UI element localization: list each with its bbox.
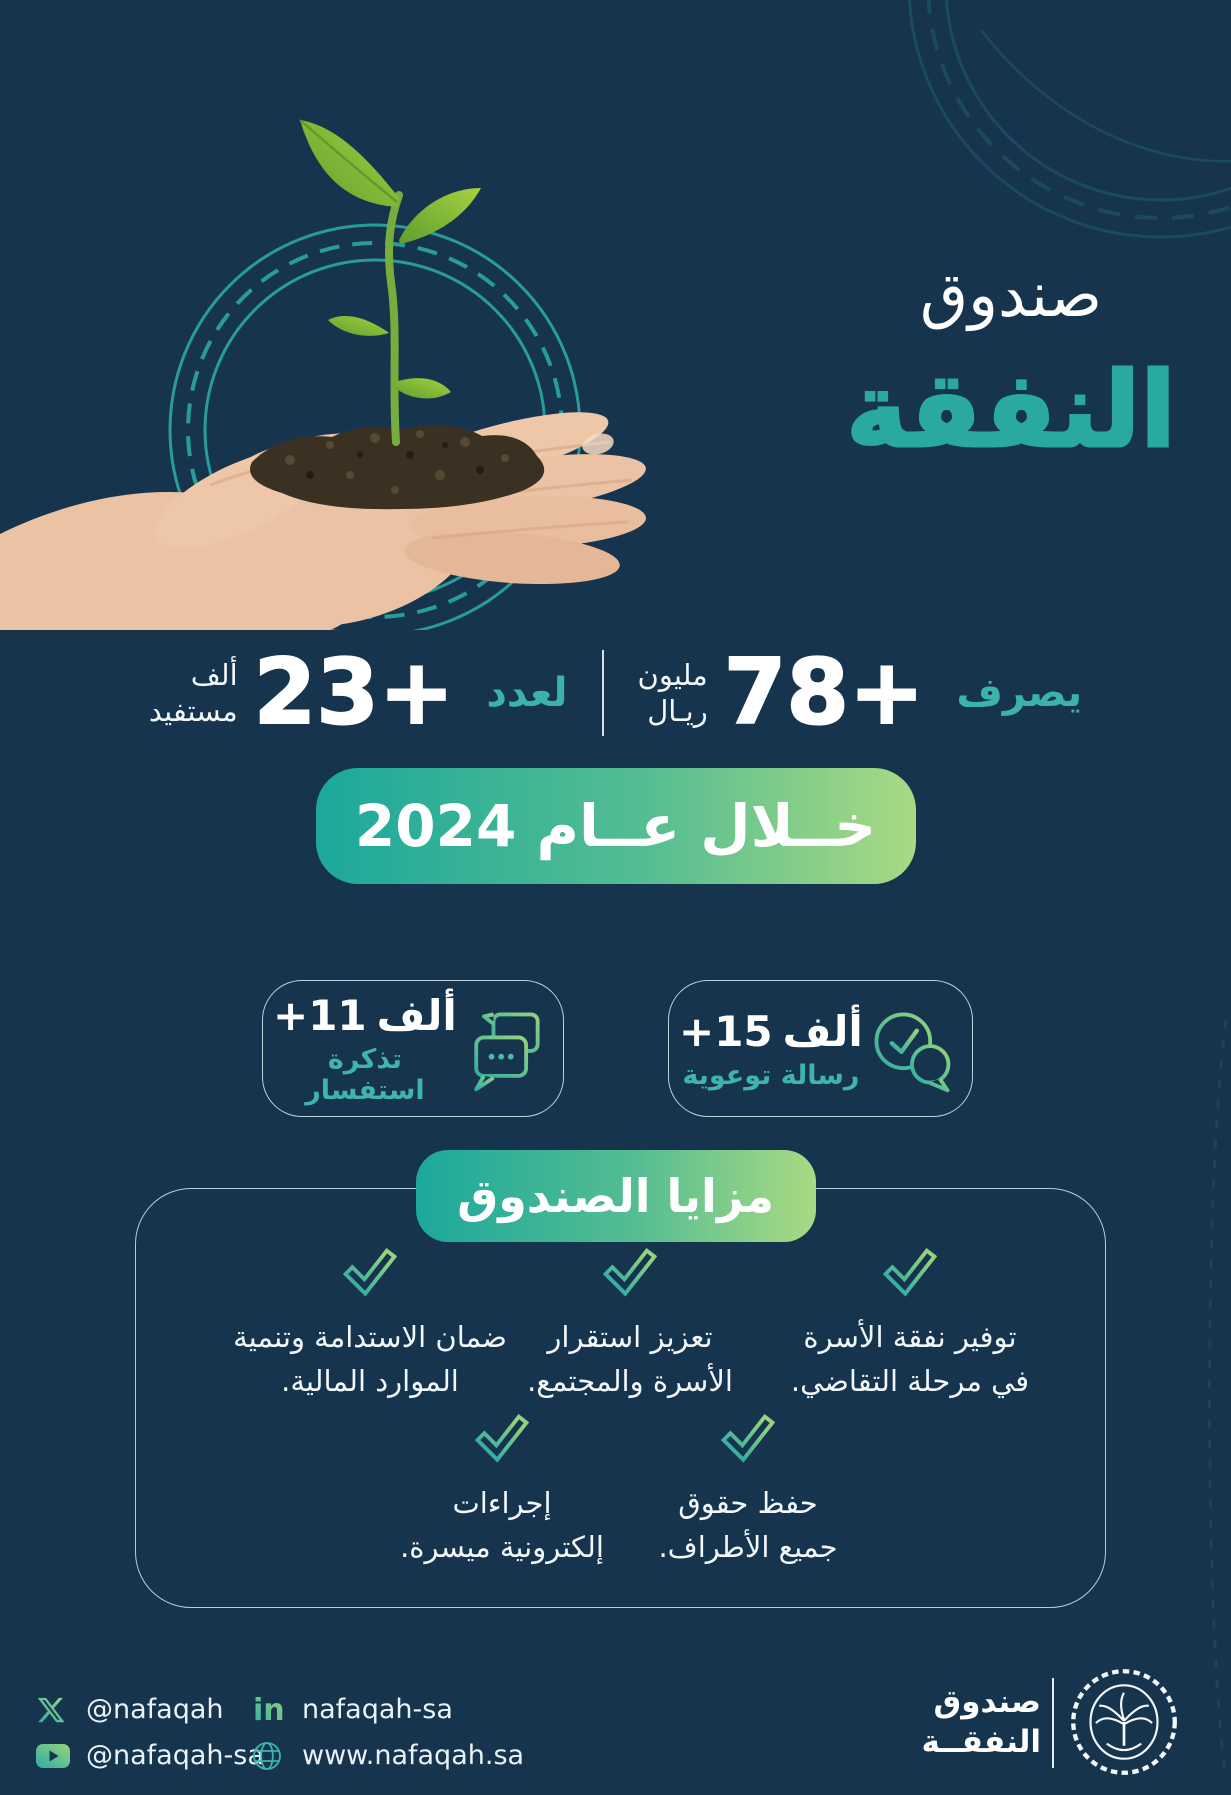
check-icon	[883, 1246, 937, 1300]
linkedin-handle-link[interactable]	[252, 1694, 453, 1725]
period-text: خــلال عــام 2024	[354, 792, 877, 860]
x-handle: @nafaqah	[86, 1694, 224, 1725]
website-url: www.nafaqah.sa	[302, 1740, 525, 1771]
inquiry-unit: ألف	[376, 991, 457, 1040]
check-icon	[343, 1246, 397, 1300]
benefit-item-rights: حفظ حقوق جميع الأطراف.	[598, 1412, 898, 1569]
hand	[0, 397, 649, 630]
youtube-handle-link[interactable]	[36, 1740, 264, 1771]
inquiry-value: +11	[273, 991, 367, 1040]
inquiry-tickets-card	[262, 980, 564, 1117]
palm-emblem-icon	[1070, 1668, 1178, 1776]
hand-plant-illustration	[0, 30, 680, 630]
globe-icon	[252, 1741, 288, 1771]
x-handle-link[interactable]	[36, 1694, 224, 1725]
inquiry-chat-icon	[457, 1001, 553, 1097]
awareness-value: +15	[679, 1006, 773, 1056]
benefits-title: مزايا الصندوق	[457, 1169, 774, 1223]
footer-logo-divider	[1052, 1678, 1054, 1768]
awareness-unit: ألف	[782, 1006, 863, 1056]
benefit-item-family-support: توفير نفقة الأسرة في مرحلة التقاضي.	[760, 1246, 1060, 1403]
chat-check-icon	[863, 1001, 959, 1097]
footer-logo-text: صندوق النفقــة	[921, 1684, 1041, 1761]
website-link[interactable]	[252, 1740, 524, 1771]
awareness-label: رسالة توعوية	[682, 1059, 860, 1091]
fund-title-name: النفقة	[846, 349, 1176, 471]
fund-title-word: صندوق	[920, 258, 1102, 331]
period-pill	[316, 768, 916, 884]
disbursed-unit: مليون ريـال	[637, 657, 708, 728]
x-icon	[36, 1695, 72, 1725]
youtube-handle: @nafaqah-sa	[86, 1740, 264, 1771]
linkedin-icon	[252, 1695, 288, 1725]
benefit-item-sustainability: ضمان الاستدامة وتنمية الموارد المالية.	[220, 1246, 520, 1403]
beneficiaries-value: 23+	[253, 640, 455, 745]
linkedin-handle: nafaqah-sa	[302, 1694, 453, 1725]
hero-title	[841, 258, 1181, 471]
ring-watermark-top-right	[831, 0, 1231, 260]
benefits-title-pill	[416, 1150, 816, 1242]
youtube-icon	[36, 1741, 72, 1771]
beneficiaries-unit: ألف مستفيد	[148, 657, 238, 728]
check-icon	[475, 1412, 529, 1466]
benefit-item-eprocedures: إجراءات إلكترونية ميسرة.	[352, 1412, 652, 1569]
awareness-messages-card	[668, 980, 973, 1117]
beneficiaries-label: لعدد	[486, 670, 568, 716]
inquiry-label: تذكرة استفسار	[305, 1044, 425, 1106]
ring-watermark-right-edge	[1171, 1020, 1231, 1780]
disbursed-value: 78+	[723, 640, 925, 745]
benefit-item-stability: تعزيز استقرار الأسرة والمجتمع.	[480, 1246, 780, 1403]
disbursed-label: يصرف	[956, 670, 1083, 716]
annual-stats-row	[0, 640, 1231, 745]
check-icon	[603, 1246, 657, 1300]
check-icon	[721, 1412, 775, 1466]
stats-divider	[602, 650, 604, 736]
svg-text:in: in	[253, 1693, 285, 1726]
